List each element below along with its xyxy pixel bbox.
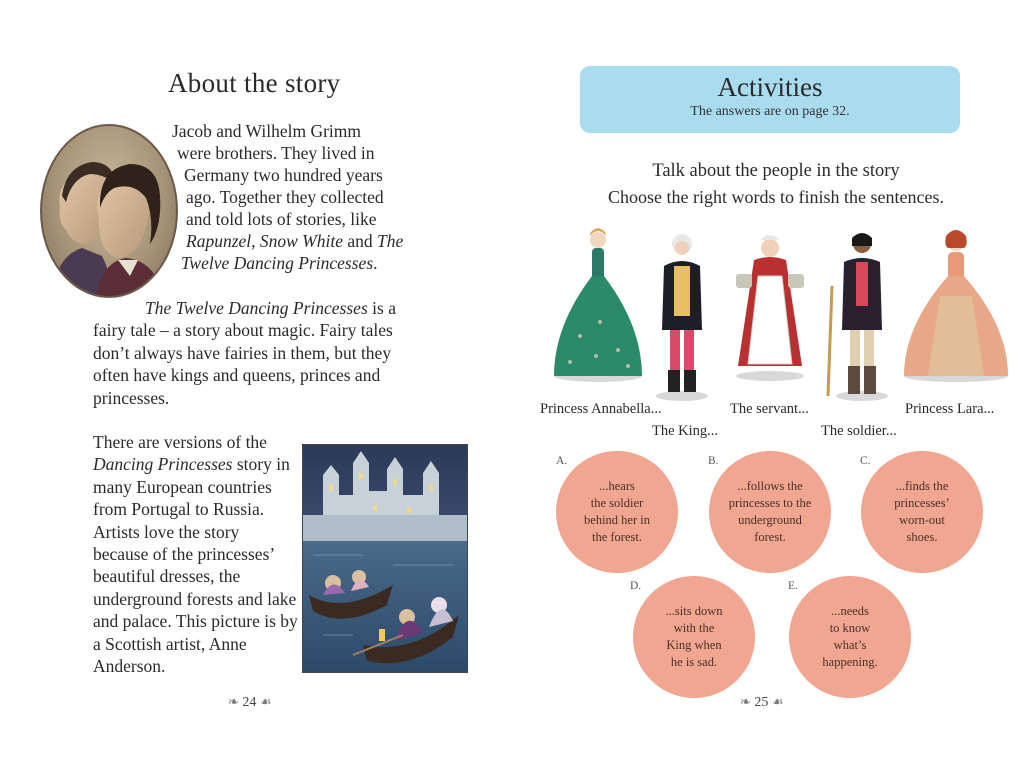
princess-lara-figure	[904, 230, 1008, 382]
option-letter: C.	[860, 455, 871, 467]
princess-annabella-figure	[554, 228, 642, 382]
anne-anderson-painting	[302, 444, 468, 673]
activities-title: Activities	[717, 72, 823, 102]
ornament-icon: ❧	[740, 694, 751, 709]
characters-illustration	[540, 226, 1012, 404]
answer-circle-c	[861, 451, 983, 573]
character-label: The soldier...	[821, 423, 897, 439]
king-figure	[656, 234, 708, 401]
activities-header	[580, 66, 960, 133]
paragraph-text: story in many European countries from Portugal to Russia. Artists love the story because of the princesses’ beautiful dresses, the underground forests and lake and palace. This picture is by a Scottish artist, Anne Anderson.	[93, 454, 298, 677]
story-title: The Twelve Dancing Princesses	[145, 298, 368, 318]
intro-line: were brothers. They lived in	[177, 143, 375, 163]
activity-instructions: Choose the right words to finish the sentences.	[608, 187, 944, 207]
ornament-icon: ☙	[771, 694, 784, 709]
story-title: Dancing Princesses	[93, 454, 233, 475]
activity-heading: Talk about the people in the story	[652, 161, 900, 181]
option-letter: B.	[708, 455, 719, 467]
intro-line	[181, 252, 378, 274]
paragraph-text: is a fairy tale – a story about magic. Fairy tales don’t always have fairies in them, but they often have kings and queens, princes and princesses.	[93, 298, 396, 408]
grimm-brothers-portrait	[40, 124, 178, 298]
answer-text: ...sits down with the King when he is sad.	[665, 604, 723, 669]
story-title-start: The	[377, 231, 404, 251]
ornament-icon: ☙	[259, 694, 272, 709]
period: .	[373, 253, 378, 273]
intro-line: Jacob and Wilhelm Grimm	[172, 121, 362, 141]
character-label: Princess Lara...	[905, 401, 995, 417]
option-letter: E.	[788, 580, 798, 592]
paragraph-versions	[93, 431, 299, 677]
intro-line	[186, 230, 403, 252]
intro-line: ago. Together they collected	[186, 187, 384, 207]
page-number-right	[740, 694, 784, 711]
story-titles: Rapunzel, Snow White	[186, 231, 343, 251]
activities-subtitle: The answers are on page 32.	[690, 104, 850, 119]
servant-figure	[736, 235, 804, 381]
character-label: The King...	[652, 423, 719, 439]
paragraph-fairy-tale	[93, 297, 411, 409]
soldier-figure	[828, 233, 888, 401]
and-text: and	[343, 231, 378, 251]
answer-text: ...follows the princesses to the underground forest.	[728, 479, 812, 544]
answer-text: ...finds the princesses’ worn-out shoes.	[894, 479, 950, 544]
answer-text: ...needs to know what’s happening.	[822, 604, 878, 669]
intro-line: and told lots of stories, like	[186, 209, 377, 229]
page-number: 24	[242, 695, 257, 710]
option-letter: D.	[630, 580, 642, 592]
answer-text: ...hears the soldier behind her in the forest.	[584, 479, 650, 544]
ornament-icon: ❧	[228, 694, 239, 709]
page-title: About the story	[168, 68, 341, 98]
option-letter: A.	[556, 455, 568, 467]
page-number: 25	[754, 695, 769, 710]
answer-circle-a	[556, 451, 678, 573]
answer-circle-b	[709, 451, 831, 573]
answer-circle-e	[789, 576, 911, 698]
story-title-end: Twelve Dancing Princesses	[181, 253, 374, 273]
intro-line: Germany two hundred years	[184, 165, 383, 185]
answer-circle-d	[633, 576, 755, 698]
page-number-left	[228, 694, 272, 711]
character-label: The servant...	[730, 401, 809, 417]
character-label: Princess Annabella...	[540, 401, 662, 417]
paragraph-lead: There are versions of the	[93, 432, 267, 452]
